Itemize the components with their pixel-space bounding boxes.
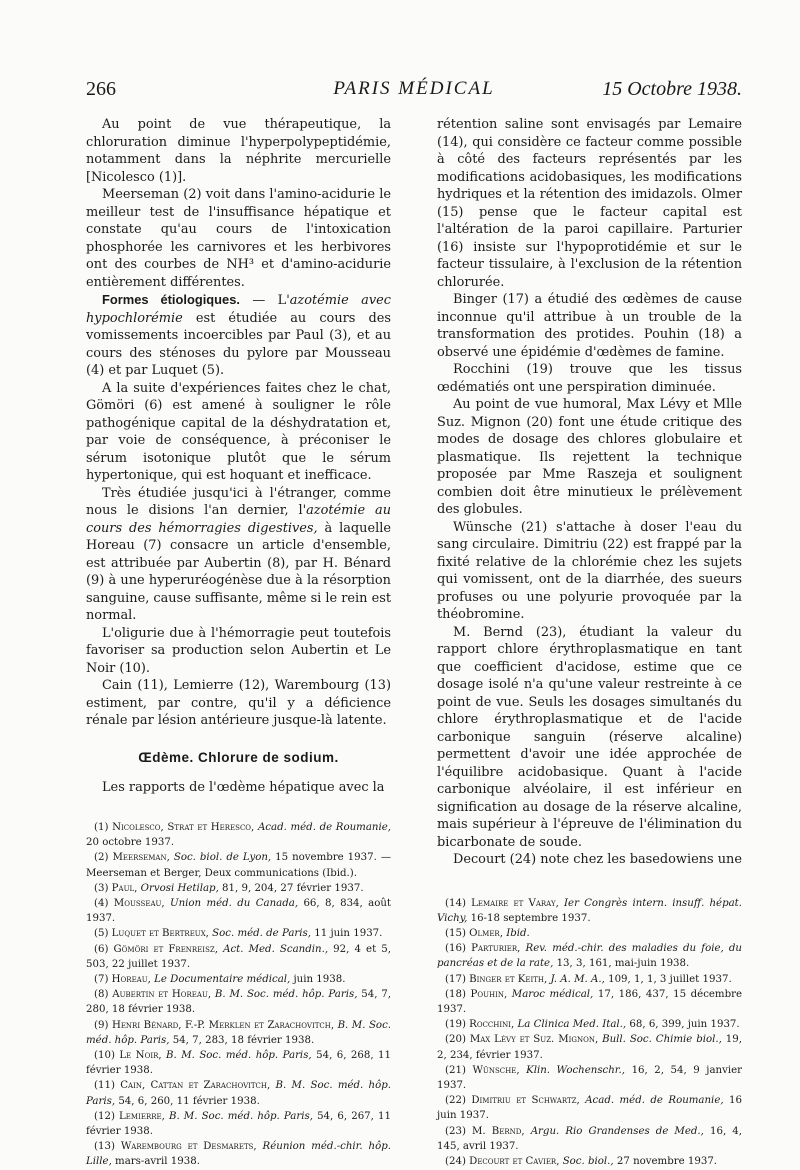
section-heading: Œdème. Chlorure de sodium. xyxy=(138,749,339,765)
paragraph: M. Bernd (23), étudiant la valeur du rapport chlore érythroplasmatique en tant que coefficient d'acidose, estime que ce dosage isolé n'a qu'une valeur restreinte à ce point de vue. Seuls les dosages simultanés du chlore érythroplasmatique et de l'acide carbonique sanguin (réserve alcaline) permettent d'avoir une idée approchée de l'équilibre acidobasique. Quant à l'acide carbonique alvéolaire, il est inférieur en signification au dosage de la réserve alcaline, mais supérieur à l'épreuve de l'élimination du bicarbonate de soude. xyxy=(437,624,742,850)
paragraph: Binger (17) a étudié des œdèmes de cause inconnue qu'il attribue à un trouble de la transformation des protides. Pouhin (18) a observé une épidémie d'œdèmes de famine. xyxy=(437,292,742,360)
right-column xyxy=(437,116,742,1170)
footnote: (10) Le Noir, B. M. Soc. méd. hôp. Paris, 54, 6, 268, 11 février 1938. xyxy=(86,1050,391,1077)
footnote: (24) Decourt et Cavier, Soc. biol., 27 novembre 1937. xyxy=(445,1155,718,1167)
paragraph: Wünsche (21) s'attache à doser l'eau du sang circulaire. Dimitriu (22) est frappé par la fixité relative de la chlorémie chez les sujets qui vomissent, ont de la diarrhée, des sueurs profuses ou une polyurie provoquée par la théobromine. xyxy=(437,519,742,622)
footnote: (22) Dimitriu et Schwartz, Acad. méd. de Roumanie, 16 juin 1937. xyxy=(437,1095,742,1122)
footnote: (14) Lemaire et Varay, Ier Congrès intern. insuff. hépat. Vichy, 16-18 septembre 1937. xyxy=(437,897,743,924)
footnote: (1) Nicolesco, Strat et Heresco, Acad. méd. de Roumanie, 20 octobre 1937. xyxy=(86,822,391,849)
footnote: (9) Henri Bénard, F.-P. Merklen et Zarachovitch, B. M. Soc. méd. hôp. Paris, 54, 7, 283, 18 février 1938. xyxy=(86,1019,392,1046)
paragraph: rétention saline sont envisagés par Lemaire (14), qui considère ce facteur comme possible à côté des facteurs représentés par les modifications acidobasiques, les modifications hydriques et la rétention des imidazols. Olmer (15) pense que le facteur capital est l'altération de la paroi capillaire. Parturier (16) insiste sur l'hypoprotidémie et sur le facteur tissulaire, à l'exclusion de la rétention chlorurée. xyxy=(437,117,742,290)
footnote: (11) Cain, Cattan et Zarachovitch, B. M. Soc. méd. hôp. Paris, 54, 6, 260, 11 février 1938. xyxy=(86,1080,392,1107)
footnote: (5) Luquet et Bertreux, Soc. méd. de Paris, 11 juin 1937. xyxy=(94,928,383,940)
footnote: (16) Parturier, Rev. méd.-chir. des maladies du foie, du pancréas et de la rate, 13, 3, 161, mai-juin 1938. xyxy=(437,943,742,970)
paragraph: Formes étiologiques. — L'azotémie avec hypochlorémie est étudiée au cours des vomissements incoercibles par Paul (3), et au cours des sténoses du pylore par Mousseau (4) et par Luquet (5). xyxy=(86,292,391,378)
paragraph: Au point de vue thérapeutique, la chloruration diminue l'hyperpolypeptidémie, notamment dans la néphrite mercurielle [Nicolesco (1)]. xyxy=(86,117,391,185)
footnote: (20) Max Lévy et Suz. Mignon, Bull. Soc. Chimie biol., 19, 2, 234, février 1937. xyxy=(437,1034,742,1061)
paragraph: Meerseman (2) voit dans l'amino-acidurie le meilleur test de l'insuffisance hépatique et constate qu'au cours de l'intoxication phosphorée les carnivores et les herbivores ont des courbes de NH³ et d'amino-acidurie entièrement différentes. xyxy=(86,187,391,290)
paragraph: Les rapports de l'œdème hépatique avec la xyxy=(102,779,385,795)
footnote: (2) Meerseman, Soc. biol. de Lyon, 15 novembre 1937. — Meerseman et Berger, Deux communications (Ibid.). xyxy=(86,852,392,879)
subheading: Formes étiologiques. xyxy=(102,292,240,307)
paragraph: Très étudiée jusqu'ici à l'étranger, comme nous le disions l'an dernier, l'azotémie au cours des hémorragies digestives, à laquelle Horeau (7) consacre un article d'ensemble, est attribuée par Aubertin (8), par H. Bénard (9) à une hyperuréogénèse due à la résorption sanguine, cause suffisante, même si le rein est normal. xyxy=(86,485,391,623)
footnote: (7) Horeau, Le Documentaire médical, juin 1938. xyxy=(94,974,346,986)
footnote: (18) Pouhin, Maroc médical, 17, 186, 437, 15 décembre 1937. xyxy=(437,988,743,1015)
paragraph: Rocchini (19) trouve que les tissus œdématiés ont une perspiration diminuée. xyxy=(437,362,742,395)
paragraph: L'oligurie due à l'hémorragie peut toutefois favoriser sa production selon Aubertin et Le Noir (10). xyxy=(86,625,391,676)
footnote: (15) Olmer, Ibid. xyxy=(445,927,530,939)
page-number: 266 xyxy=(86,78,116,100)
footnote: (6) Gömöri et Frenreisz, Act. Med. Scandin., 92, 4 et 5, 503, 22 juillet 1937. xyxy=(86,943,392,970)
footnote: (12) Lemierre, B. M. Soc. méd. hôp. Paris, 54, 6, 267, 11 février 1938. xyxy=(86,1110,391,1138)
footnote: (19) Rocchini, La Clinica Med. Ital., 68, 6, 399, juin 1937. xyxy=(445,1019,740,1031)
paragraph: Decourt (24) note chez les basedowiens une xyxy=(453,852,742,867)
footnote: (23) M. Bernd, Argu. Rio Grandenses de Med., 16, 4, 145, avril 1937. xyxy=(437,1125,742,1152)
two-column-body xyxy=(86,116,742,1170)
footnote: (13) Warembourg et Desmarets, Réunion méd.-chir. hôp. Lille, mars-avril 1938. xyxy=(86,1141,392,1168)
footnote: (21) Wünsche, Klin. Wochenschr., 16, 2, 54, 9 janvier 1937. xyxy=(437,1064,742,1091)
paragraph: Au point de vue humoral, Max Lévy et Mlle Suz. Mignon (20) font une étude critique des modes de dosage des chlores globulaire et plasmatique. Ils rejettent la technique proposée par Mme Raszeja et soulignent combien doit être minutieux le prélèvement des globules. xyxy=(437,397,742,517)
footnote: (3) Paul, Orvosi Hetilap, 81, 9, 204, 27 février 1937. xyxy=(94,882,364,894)
footnote: (17) Binger et Keith, J. A. M. A., 109, 1, 1, 3 juillet 1937. xyxy=(445,973,732,985)
paragraph: Cain (11), Lemierre (12), Warembourg (13) estiment, par contre, qu'il y a déficience rénale par lésion antérieure jusque-là latente. xyxy=(86,678,391,728)
page-header xyxy=(86,78,742,104)
footnote: (4) Mousseau, Union méd. du Canada, 66, 8, 834, août 1937. xyxy=(86,898,392,925)
issue-date: 15 Octobre 1938. xyxy=(602,78,742,100)
footnotes-right xyxy=(437,896,742,1170)
journal-title: PARIS MÉDICAL xyxy=(333,78,495,99)
left-column xyxy=(86,116,391,1170)
footnotes-left xyxy=(86,820,391,1170)
paragraph: A la suite d'expériences faites chez le chat, Gömöri (6) est amené à souligner le rôle pathogénique capital de la déshydratation et, par voie de conséquence, à préconiser le sérum isotonique plutôt que le sérum hypertonique, qui est hoquant et inefficace. xyxy=(86,380,391,483)
footnote: (8) Aubertin et Horeau, B. M. Soc. méd. hôp. Paris, 54, 7, 280, 18 février 1938. xyxy=(86,989,391,1016)
